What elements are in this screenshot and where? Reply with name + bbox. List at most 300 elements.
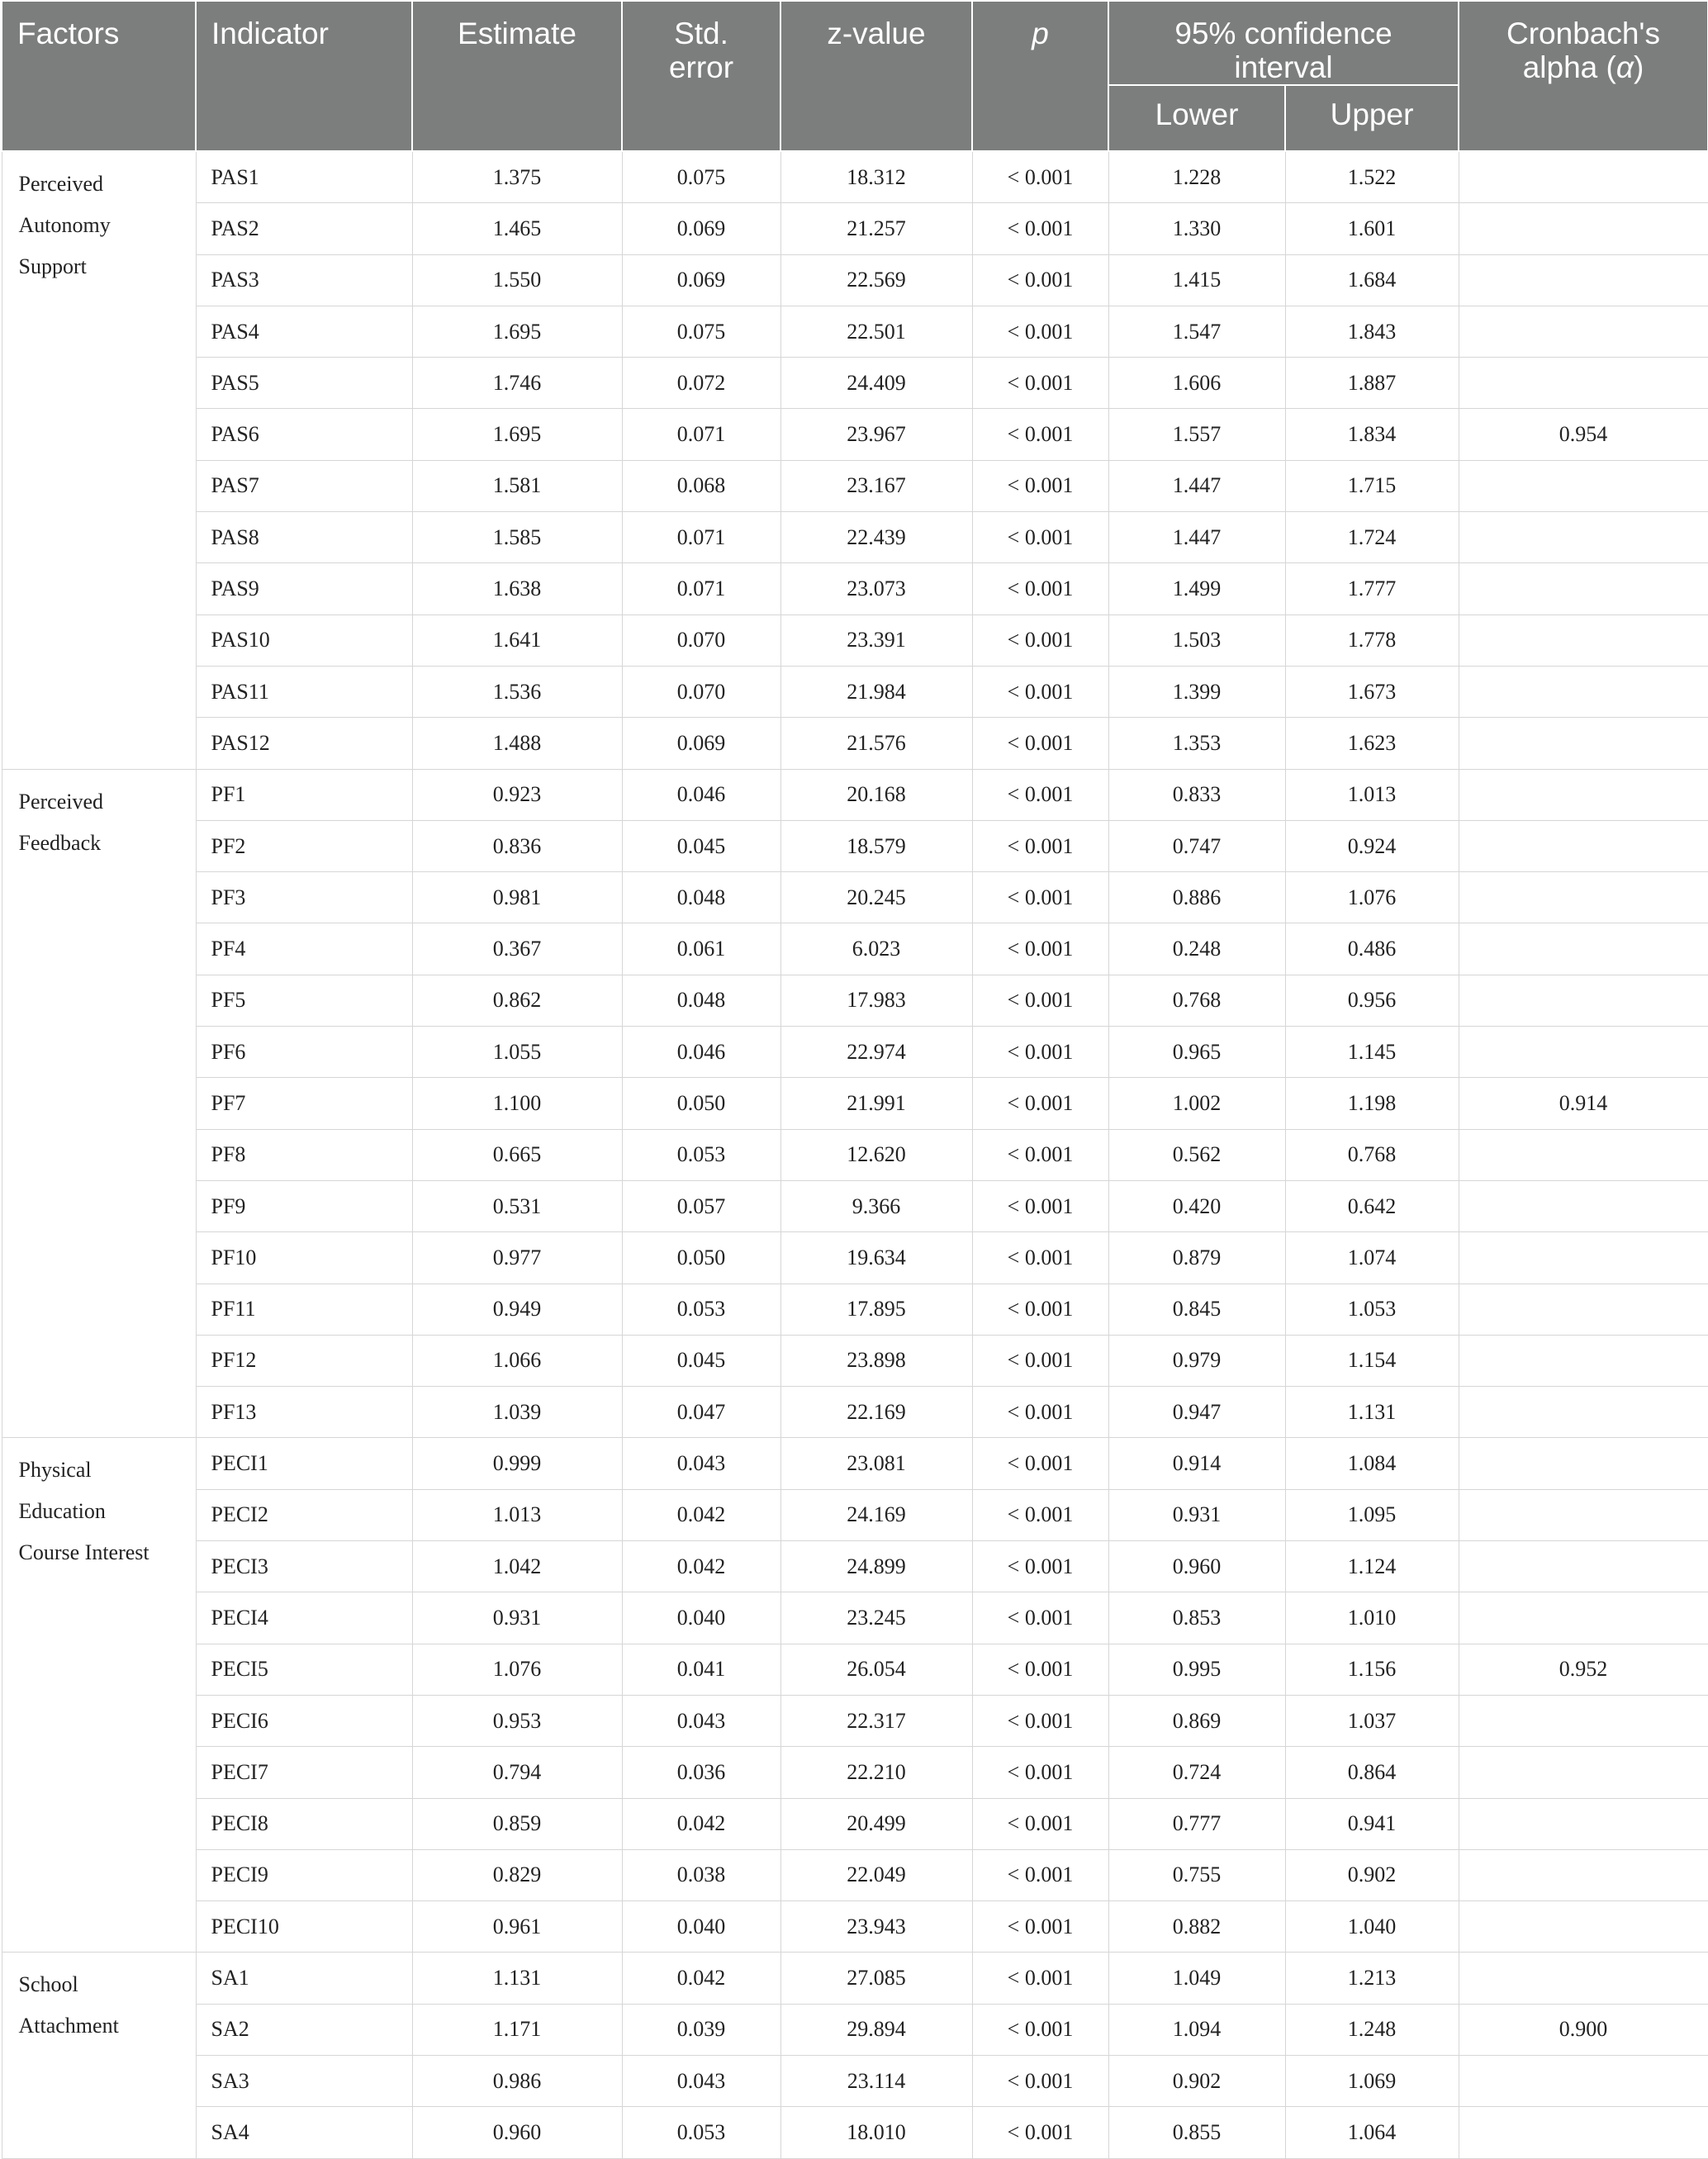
table-row xyxy=(2,1592,1708,1644)
cell-indicator: PF6 xyxy=(196,1027,412,1078)
header-ci-lower: Lower xyxy=(1108,85,1285,151)
cell-indicator: PECI8 xyxy=(196,1798,412,1849)
cell-std-error: 0.041 xyxy=(622,1644,780,1695)
cell-cronbach-alpha: 0.900 xyxy=(1459,2004,1708,2055)
cell-cronbach-alpha xyxy=(1459,1129,1708,1180)
cell-p-value: < 0.001 xyxy=(972,1849,1108,1900)
cell-ci-lower: 1.499 xyxy=(1108,563,1285,614)
cell-z-value: 9.366 xyxy=(780,1180,972,1231)
cell-estimate: 0.953 xyxy=(412,1695,622,1746)
cell-p-value: < 0.001 xyxy=(972,1078,1108,1129)
cell-std-error: 0.042 xyxy=(622,1541,780,1592)
cfa-results-table xyxy=(1,0,1708,2159)
cell-z-value: 18.312 xyxy=(780,151,972,203)
cell-ci-lower: 0.965 xyxy=(1108,1027,1285,1078)
cell-estimate: 0.665 xyxy=(412,1129,622,1180)
cell-ci-lower: 0.420 xyxy=(1108,1180,1285,1231)
cell-estimate: 0.829 xyxy=(412,1849,622,1900)
table-row xyxy=(2,1541,1708,1592)
cell-estimate: 0.999 xyxy=(412,1438,622,1489)
cell-indicator: PAS9 xyxy=(196,563,412,614)
cell-indicator: PAS10 xyxy=(196,614,412,666)
table-row xyxy=(2,1489,1708,1540)
cell-indicator: PF7 xyxy=(196,1078,412,1129)
factor-name-line: Autonomy xyxy=(18,213,111,237)
factor-name-line: Perceived xyxy=(18,789,104,814)
table-header xyxy=(2,1,1708,151)
cell-std-error: 0.045 xyxy=(622,1335,780,1386)
cell-cronbach-alpha xyxy=(1459,1849,1708,1900)
cell-indicator: PF1 xyxy=(196,769,412,820)
cell-std-error: 0.075 xyxy=(622,306,780,357)
cell-estimate: 1.100 xyxy=(412,1078,622,1129)
cell-cronbach-alpha xyxy=(1459,769,1708,820)
cell-z-value: 20.168 xyxy=(780,769,972,820)
table-row xyxy=(2,1644,1708,1695)
cell-p-value: < 0.001 xyxy=(972,2004,1108,2055)
cell-ci-lower: 0.777 xyxy=(1108,1798,1285,1849)
cell-z-value: 21.576 xyxy=(780,718,972,769)
cell-ci-lower: 1.447 xyxy=(1108,512,1285,563)
table-row xyxy=(2,1438,1708,1489)
cell-estimate: 0.859 xyxy=(412,1798,622,1849)
header-std-error xyxy=(622,1,780,151)
cell-indicator: SA3 xyxy=(196,2055,412,2106)
cell-ci-lower: 0.755 xyxy=(1108,1849,1285,1900)
cell-z-value: 17.983 xyxy=(780,975,972,1026)
factor-name-line: Perceived xyxy=(18,172,104,196)
cell-std-error: 0.069 xyxy=(622,718,780,769)
header-ci-line1: 95% confidence xyxy=(1174,17,1392,50)
cell-z-value: 29.894 xyxy=(780,2004,972,2055)
cell-ci-lower: 1.447 xyxy=(1108,460,1285,511)
cell-estimate: 1.488 xyxy=(412,718,622,769)
header-ci-upper: Upper xyxy=(1285,85,1459,151)
cell-cronbach-alpha xyxy=(1459,1438,1708,1489)
cell-std-error: 0.043 xyxy=(622,2055,780,2106)
cell-ci-lower: 0.979 xyxy=(1108,1335,1285,1386)
cell-z-value: 24.169 xyxy=(780,1489,972,1540)
cell-ci-lower: 1.002 xyxy=(1108,1078,1285,1129)
header-std-error-line1: Std. xyxy=(674,17,728,50)
cell-ci-upper: 1.013 xyxy=(1285,769,1459,820)
cell-estimate: 1.055 xyxy=(412,1027,622,1078)
cell-indicator: PF11 xyxy=(196,1284,412,1335)
header-ci-line2: interval xyxy=(1234,50,1333,84)
cell-std-error: 0.043 xyxy=(622,1438,780,1489)
cell-cronbach-alpha xyxy=(1459,1541,1708,1592)
cell-ci-upper: 1.069 xyxy=(1285,2055,1459,2106)
cell-indicator: PF12 xyxy=(196,1335,412,1386)
cell-p-value: < 0.001 xyxy=(972,1027,1108,1078)
cell-ci-lower: 1.094 xyxy=(1108,2004,1285,2055)
cell-std-error: 0.068 xyxy=(622,460,780,511)
cell-ci-upper: 1.064 xyxy=(1285,2107,1459,2158)
cell-cronbach-alpha xyxy=(1459,1953,1708,2004)
cell-std-error: 0.057 xyxy=(622,1180,780,1231)
cell-z-value: 20.245 xyxy=(780,872,972,923)
cell-indicator: SA4 xyxy=(196,2107,412,2158)
cell-estimate: 1.695 xyxy=(412,306,622,357)
cell-ci-upper: 1.037 xyxy=(1285,1695,1459,1746)
cell-estimate: 1.585 xyxy=(412,512,622,563)
cell-indicator: PF9 xyxy=(196,1180,412,1231)
cell-estimate: 1.039 xyxy=(412,1387,622,1438)
cell-ci-upper: 1.248 xyxy=(1285,2004,1459,2055)
cell-indicator: PF10 xyxy=(196,1232,412,1284)
cell-cronbach-alpha xyxy=(1459,203,1708,254)
cell-p-value: < 0.001 xyxy=(972,975,1108,1026)
table-row xyxy=(2,1798,1708,1849)
cell-z-value: 21.257 xyxy=(780,203,972,254)
cell-z-value: 23.967 xyxy=(780,409,972,460)
cell-ci-upper: 1.213 xyxy=(1285,1953,1459,2004)
cell-ci-lower: 1.049 xyxy=(1108,1953,1285,2004)
cell-indicator: PECI7 xyxy=(196,1747,412,1798)
cell-z-value: 27.085 xyxy=(780,1953,972,2004)
table-row xyxy=(2,1387,1708,1438)
header-alpha-close: ) xyxy=(1633,50,1644,84)
cell-estimate: 0.981 xyxy=(412,872,622,923)
cell-cronbach-alpha xyxy=(1459,820,1708,871)
cell-p-value: < 0.001 xyxy=(972,1335,1108,1386)
cell-p-value: < 0.001 xyxy=(972,923,1108,975)
table-row xyxy=(2,872,1708,923)
cell-std-error: 0.042 xyxy=(622,1489,780,1540)
cell-p-value: < 0.001 xyxy=(972,1129,1108,1180)
cell-estimate: 1.638 xyxy=(412,563,622,614)
factor-name-line: School xyxy=(18,1972,78,1997)
cell-ci-upper: 1.076 xyxy=(1285,872,1459,923)
cell-p-value: < 0.001 xyxy=(972,306,1108,357)
header-indicator: Indicator xyxy=(196,1,412,151)
cell-p-value: < 0.001 xyxy=(972,1232,1108,1284)
header-std-error-line2: error xyxy=(668,50,734,84)
cell-ci-upper: 0.902 xyxy=(1285,1849,1459,1900)
header-z-value: z-value xyxy=(780,1,972,151)
cell-z-value: 22.569 xyxy=(780,254,972,306)
cell-indicator: PF13 xyxy=(196,1387,412,1438)
cell-cronbach-alpha xyxy=(1459,460,1708,511)
cell-ci-upper: 1.084 xyxy=(1285,1438,1459,1489)
cell-p-value: < 0.001 xyxy=(972,718,1108,769)
cell-p-value: < 0.001 xyxy=(972,1592,1108,1644)
cell-ci-lower: 0.902 xyxy=(1108,2055,1285,2106)
cell-cronbach-alpha xyxy=(1459,718,1708,769)
cell-ci-upper: 1.198 xyxy=(1285,1078,1459,1129)
table-row xyxy=(2,1284,1708,1335)
factor-name-line: Support xyxy=(18,254,87,278)
factor-name-line: Education xyxy=(18,1499,106,1524)
cell-cronbach-alpha xyxy=(1459,1695,1708,1746)
cell-indicator: PF5 xyxy=(196,975,412,1026)
cell-ci-lower: 0.855 xyxy=(1108,2107,1285,2158)
cell-std-error: 0.072 xyxy=(622,358,780,409)
cell-z-value: 22.210 xyxy=(780,1747,972,1798)
cell-ci-upper: 0.486 xyxy=(1285,923,1459,975)
cell-cronbach-alpha: 0.954 xyxy=(1459,409,1708,460)
cell-cronbach-alpha xyxy=(1459,151,1708,203)
table-row xyxy=(2,1129,1708,1180)
cell-ci-lower: 0.845 xyxy=(1108,1284,1285,1335)
cell-ci-upper: 1.156 xyxy=(1285,1644,1459,1695)
header-factors: Factors xyxy=(2,1,196,151)
header-alpha-line2: alpha ( xyxy=(1522,50,1616,84)
table-row xyxy=(2,666,1708,717)
cell-ci-upper: 1.154 xyxy=(1285,1335,1459,1386)
cell-ci-lower: 0.931 xyxy=(1108,1489,1285,1540)
factor-name-line: Course Interest xyxy=(18,1540,149,1565)
cell-cronbach-alpha xyxy=(1459,1592,1708,1644)
cell-cronbach-alpha xyxy=(1459,614,1708,666)
cell-indicator: PAS1 xyxy=(196,151,412,203)
cell-ci-upper: 1.834 xyxy=(1285,409,1459,460)
cell-estimate: 0.923 xyxy=(412,769,622,820)
cell-std-error: 0.039 xyxy=(622,2004,780,2055)
cell-p-value: < 0.001 xyxy=(972,1541,1108,1592)
cell-ci-lower: 0.853 xyxy=(1108,1592,1285,1644)
cell-z-value: 6.023 xyxy=(780,923,972,975)
cell-ci-lower: 0.879 xyxy=(1108,1232,1285,1284)
cell-ci-upper: 1.131 xyxy=(1285,1387,1459,1438)
cell-cronbach-alpha xyxy=(1459,1335,1708,1386)
cell-std-error: 0.046 xyxy=(622,1027,780,1078)
cell-ci-upper: 0.956 xyxy=(1285,975,1459,1026)
cell-z-value: 23.245 xyxy=(780,1592,972,1644)
cell-indicator: PAS6 xyxy=(196,409,412,460)
cell-indicator: SA2 xyxy=(196,2004,412,2055)
table-row xyxy=(2,151,1708,203)
table-row xyxy=(2,1335,1708,1386)
cell-estimate: 1.131 xyxy=(412,1953,622,2004)
cell-ci-lower: 0.724 xyxy=(1108,1747,1285,1798)
cell-estimate: 0.367 xyxy=(412,923,622,975)
cell-z-value: 22.439 xyxy=(780,512,972,563)
cell-cronbach-alpha xyxy=(1459,666,1708,717)
cell-estimate: 1.042 xyxy=(412,1541,622,1592)
cell-ci-upper: 1.074 xyxy=(1285,1232,1459,1284)
cell-estimate: 1.581 xyxy=(412,460,622,511)
cell-estimate: 0.531 xyxy=(412,1180,622,1231)
table-row xyxy=(2,512,1708,563)
cell-z-value: 18.010 xyxy=(780,2107,972,2158)
cell-ci-lower: 1.330 xyxy=(1108,203,1285,254)
cell-p-value: < 0.001 xyxy=(972,1284,1108,1335)
cell-estimate: 0.836 xyxy=(412,820,622,871)
cell-estimate: 1.746 xyxy=(412,358,622,409)
header-p: p xyxy=(972,1,1108,151)
factor-name-line: Physical xyxy=(18,1458,92,1483)
cell-cronbach-alpha xyxy=(1459,1489,1708,1540)
cell-indicator: PF4 xyxy=(196,923,412,975)
cell-estimate: 1.013 xyxy=(412,1489,622,1540)
cell-cronbach-alpha xyxy=(1459,512,1708,563)
header-alpha-line1: Cronbach's xyxy=(1506,17,1660,50)
cell-std-error: 0.042 xyxy=(622,1953,780,2004)
cell-estimate: 0.931 xyxy=(412,1592,622,1644)
cell-z-value: 23.898 xyxy=(780,1335,972,1386)
cell-p-value: < 0.001 xyxy=(972,1644,1108,1695)
cell-std-error: 0.048 xyxy=(622,872,780,923)
cell-p-value: < 0.001 xyxy=(972,151,1108,203)
cell-cronbach-alpha xyxy=(1459,358,1708,409)
cell-ci-upper: 1.724 xyxy=(1285,512,1459,563)
header-confidence-interval xyxy=(1108,1,1459,85)
cell-indicator: PAS3 xyxy=(196,254,412,306)
cell-std-error: 0.053 xyxy=(622,1284,780,1335)
cell-ci-lower: 0.886 xyxy=(1108,872,1285,923)
cell-indicator: PAS11 xyxy=(196,666,412,717)
cell-indicator: PECI2 xyxy=(196,1489,412,1540)
cell-indicator: PECI3 xyxy=(196,1541,412,1592)
cell-estimate: 1.375 xyxy=(412,151,622,203)
cell-cronbach-alpha xyxy=(1459,563,1708,614)
cell-cronbach-alpha: 0.952 xyxy=(1459,1644,1708,1695)
table-row xyxy=(2,1027,1708,1078)
cell-z-value: 24.409 xyxy=(780,358,972,409)
table-row xyxy=(2,2107,1708,2158)
cell-estimate: 0.961 xyxy=(412,1901,622,1953)
table-row xyxy=(2,975,1708,1026)
factor-name xyxy=(2,1953,196,2158)
cell-std-error: 0.053 xyxy=(622,2107,780,2158)
cell-p-value: < 0.001 xyxy=(972,254,1108,306)
cell-indicator: PECI6 xyxy=(196,1695,412,1746)
cell-ci-lower: 0.882 xyxy=(1108,1901,1285,1953)
factor-name-line: Attachment xyxy=(18,2014,119,2038)
cell-cronbach-alpha: 0.914 xyxy=(1459,1078,1708,1129)
cell-std-error: 0.048 xyxy=(622,975,780,1026)
cell-p-value: < 0.001 xyxy=(972,1489,1108,1540)
cell-ci-upper: 0.768 xyxy=(1285,1129,1459,1180)
cell-ci-upper: 1.684 xyxy=(1285,254,1459,306)
cell-indicator: PECI1 xyxy=(196,1438,412,1489)
cell-z-value: 20.499 xyxy=(780,1798,972,1849)
cell-ci-upper: 1.673 xyxy=(1285,666,1459,717)
cell-z-value: 22.169 xyxy=(780,1387,972,1438)
cell-indicator: PF8 xyxy=(196,1129,412,1180)
cell-ci-lower: 0.869 xyxy=(1108,1695,1285,1746)
cell-estimate: 1.695 xyxy=(412,409,622,460)
cell-z-value: 12.620 xyxy=(780,1129,972,1180)
cell-cronbach-alpha xyxy=(1459,2055,1708,2106)
cell-ci-upper: 1.522 xyxy=(1285,151,1459,203)
table-row xyxy=(2,203,1708,254)
cell-cronbach-alpha xyxy=(1459,1180,1708,1231)
cell-ci-upper: 1.623 xyxy=(1285,718,1459,769)
cell-std-error: 0.071 xyxy=(622,409,780,460)
cell-ci-upper: 1.887 xyxy=(1285,358,1459,409)
table-row xyxy=(2,1695,1708,1746)
cell-cronbach-alpha xyxy=(1459,923,1708,975)
cell-p-value: < 0.001 xyxy=(972,512,1108,563)
cell-p-value: < 0.001 xyxy=(972,666,1108,717)
cell-cronbach-alpha xyxy=(1459,1901,1708,1953)
cell-std-error: 0.040 xyxy=(622,1592,780,1644)
cell-ci-lower: 0.248 xyxy=(1108,923,1285,975)
cell-ci-lower: 1.557 xyxy=(1108,409,1285,460)
cell-std-error: 0.040 xyxy=(622,1901,780,1953)
cell-ci-lower: 0.768 xyxy=(1108,975,1285,1026)
cell-z-value: 22.501 xyxy=(780,306,972,357)
cell-z-value: 26.054 xyxy=(780,1644,972,1695)
cell-ci-upper: 0.864 xyxy=(1285,1747,1459,1798)
cell-std-error: 0.047 xyxy=(622,1387,780,1438)
cell-ci-upper: 1.778 xyxy=(1285,614,1459,666)
cell-std-error: 0.043 xyxy=(622,1695,780,1746)
table-row xyxy=(2,409,1708,460)
header-alpha-symbol: α xyxy=(1615,50,1634,84)
table-row xyxy=(2,563,1708,614)
cell-p-value: < 0.001 xyxy=(972,1747,1108,1798)
cell-cronbach-alpha xyxy=(1459,1387,1708,1438)
table-row xyxy=(2,358,1708,409)
cell-indicator: PAS5 xyxy=(196,358,412,409)
factor-name xyxy=(2,1438,196,1953)
cell-p-value: < 0.001 xyxy=(972,409,1108,460)
cell-std-error: 0.036 xyxy=(622,1747,780,1798)
cell-ci-upper: 1.715 xyxy=(1285,460,1459,511)
table-row xyxy=(2,614,1708,666)
cell-cronbach-alpha xyxy=(1459,872,1708,923)
cell-std-error: 0.050 xyxy=(622,1078,780,1129)
cell-z-value: 24.899 xyxy=(780,1541,972,1592)
table-row xyxy=(2,820,1708,871)
factor-name xyxy=(2,151,196,769)
table-row xyxy=(2,1232,1708,1284)
cell-p-value: < 0.001 xyxy=(972,358,1108,409)
cell-indicator: PF3 xyxy=(196,872,412,923)
cell-estimate: 1.641 xyxy=(412,614,622,666)
cell-indicator: PAS4 xyxy=(196,306,412,357)
cell-std-error: 0.050 xyxy=(622,1232,780,1284)
cell-indicator: PF2 xyxy=(196,820,412,871)
cell-z-value: 18.579 xyxy=(780,820,972,871)
cell-std-error: 0.046 xyxy=(622,769,780,820)
cell-estimate: 1.550 xyxy=(412,254,622,306)
cell-std-error: 0.075 xyxy=(622,151,780,203)
cell-z-value: 23.391 xyxy=(780,614,972,666)
cell-ci-upper: 0.642 xyxy=(1285,1180,1459,1231)
cell-ci-lower: 1.399 xyxy=(1108,666,1285,717)
cell-indicator: PAS8 xyxy=(196,512,412,563)
factor-name xyxy=(2,769,196,1438)
cell-ci-upper: 1.601 xyxy=(1285,203,1459,254)
cell-z-value: 19.634 xyxy=(780,1232,972,1284)
cell-ci-lower: 1.228 xyxy=(1108,151,1285,203)
cell-cronbach-alpha xyxy=(1459,254,1708,306)
table-row xyxy=(2,460,1708,511)
cell-p-value: < 0.001 xyxy=(972,203,1108,254)
cell-z-value: 23.073 xyxy=(780,563,972,614)
cell-estimate: 0.862 xyxy=(412,975,622,1026)
cell-indicator: PAS7 xyxy=(196,460,412,511)
cell-ci-upper: 0.924 xyxy=(1285,820,1459,871)
cell-estimate: 1.171 xyxy=(412,2004,622,2055)
cell-std-error: 0.042 xyxy=(622,1798,780,1849)
cell-ci-upper: 1.095 xyxy=(1285,1489,1459,1540)
cell-estimate: 1.076 xyxy=(412,1644,622,1695)
table-row xyxy=(2,1953,1708,2004)
cell-indicator: PECI5 xyxy=(196,1644,412,1695)
table-body xyxy=(2,151,1708,2158)
cell-z-value: 21.984 xyxy=(780,666,972,717)
cell-p-value: < 0.001 xyxy=(972,2055,1108,2106)
cell-std-error: 0.071 xyxy=(622,512,780,563)
cell-std-error: 0.038 xyxy=(622,1849,780,1900)
cell-z-value: 22.317 xyxy=(780,1695,972,1746)
cell-ci-upper: 1.040 xyxy=(1285,1901,1459,1953)
